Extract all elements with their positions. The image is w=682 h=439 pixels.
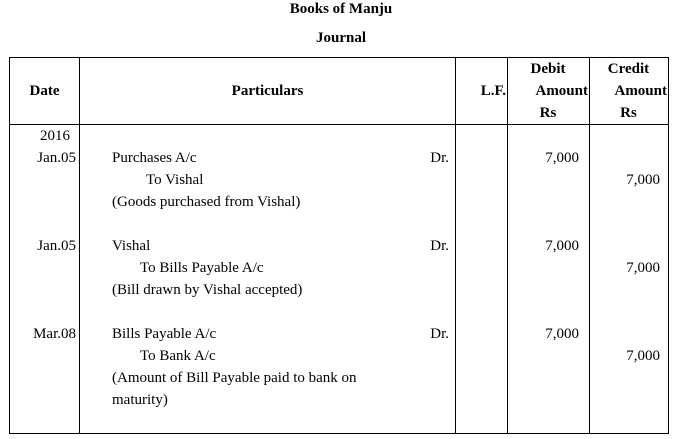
book-title: Books of Manju (289, 1, 393, 17)
particulars-header: Particulars (80, 58, 456, 125)
debit-header (508, 58, 590, 125)
year: 2016 (40, 128, 70, 144)
dr-label: Dr. (430, 326, 449, 342)
lf-header: L.F. (456, 58, 508, 125)
debit-header-line: Rs (539, 105, 557, 121)
narration: (Goods purchased from Vishal) (112, 194, 301, 210)
credit-cell (590, 125, 669, 434)
credit-amount: 7,000 (626, 172, 660, 188)
debit-amount: 7,000 (545, 150, 579, 166)
debit-header-line: Debit (530, 61, 566, 77)
credit-amount: 7,000 (626, 348, 660, 364)
narration: maturity) (112, 392, 168, 408)
debit-account: Purchases A/c (112, 150, 197, 166)
entry-date: Jan.05 (37, 238, 76, 254)
credit-header (590, 58, 669, 125)
narration: (Bill drawn by Vishal accepted) (112, 282, 303, 298)
credit-header-line: Credit (607, 61, 650, 77)
debit-account: Bills Payable A/c (112, 326, 217, 342)
date-cell (10, 125, 80, 434)
credit-account: To Bills Payable A/c (140, 260, 264, 276)
credit-header-line: Amount (614, 83, 667, 99)
credit-account: To Bank A/c (140, 348, 216, 364)
narration: (Amount of Bill Payable paid to bank on (112, 370, 357, 386)
debit-amount: 7,000 (545, 326, 579, 342)
debit-account: Vishal (112, 238, 151, 254)
particulars-cell (80, 125, 456, 434)
debit-amount: 7,000 (545, 238, 579, 254)
debit-cell (508, 125, 590, 434)
debit-header-line: Amount (535, 83, 588, 99)
dr-label: Dr. (430, 238, 449, 254)
header-row (10, 58, 669, 125)
journal-title: Journal (315, 30, 366, 46)
lf-cell (456, 125, 508, 434)
credit-amount: 7,000 (626, 260, 660, 276)
entry-date: Jan.05 (37, 150, 76, 166)
date-header: Date (10, 58, 80, 125)
entry-date: Mar.08 (33, 326, 76, 342)
journal-table (9, 57, 669, 434)
credit-account: To Vishal (146, 172, 204, 188)
credit-header-line: Rs (620, 105, 637, 121)
dr-label: Dr. (430, 150, 449, 166)
entries-row (10, 125, 669, 434)
